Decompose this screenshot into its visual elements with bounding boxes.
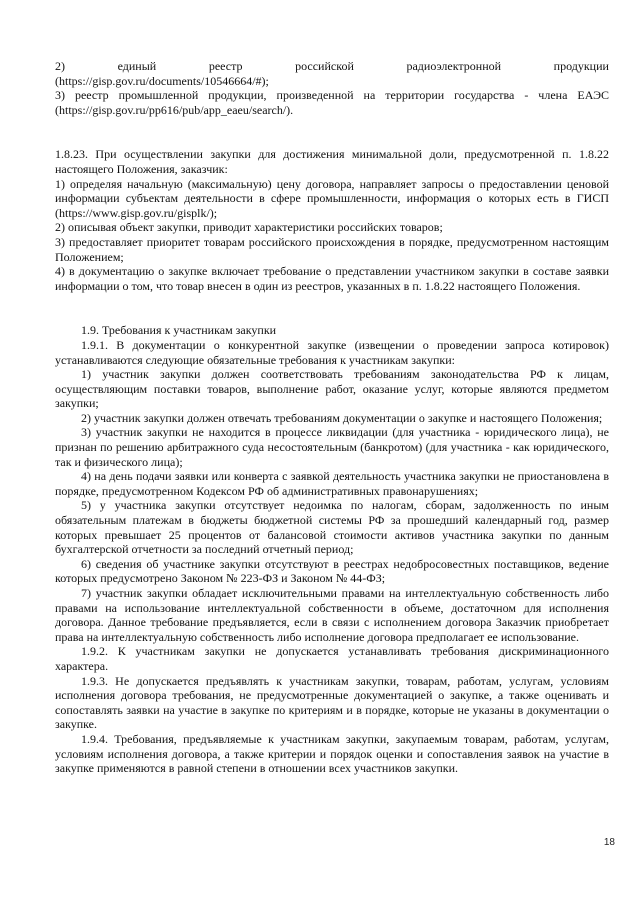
clause-1-8-23-item: 4) в документацию о закупке включает требование о представлении участником закупки в составе заявки информации о том, что товар внесен в один из реестров, указанных в п. 1.8.22 настоящего Положения. [55, 264, 609, 293]
reestr-item-2-word: 2) [55, 59, 65, 73]
reestr-item-2-line [55, 59, 609, 74]
clause-1-8-23-item: 3) предоставляет приоритет товарам российского происхождения в порядке, предусмотренном настоящим Положением; [55, 234, 609, 264]
requirement-item: 5) у участника закупки отсутствует недоимка по налогам, сборам, задолженность по иным обязательным платежам в бюджеты бюджетной системы РФ за прошедший календарный год, размер которых превышает 25 процентов от балансовой стоимости активов участника закупки по данным бухгалтерской отчетности за последний отчетный период; [55, 498, 609, 557]
spacer [55, 132, 609, 147]
reestr-item-2-word: реестр [208, 59, 243, 73]
section-heading: 1.9. Требования к участникам закупки [81, 323, 277, 338]
clause-1-9-2: 1.9.2. К участникам закупки не допускается устанавливать требования дискриминационного характера. [55, 644, 609, 673]
reestr-item-2-word: российской [295, 59, 354, 73]
clause-1-9-1: 1.9.1. В документации о конкурентной закупке (извещении о проведении запроса котировок) устанавливаются следующие обязательные требования к участникам закупки: [55, 337, 609, 367]
page-number: 18 [603, 837, 615, 848]
requirement-item: 4) на день подачи заявки или конверта с заявкой деятельность участника закупки не приостановлена в порядке, предусмотренном Кодексом РФ об административных правонарушениях; [55, 469, 609, 498]
requirement-item: 6) сведения об участнике закупки отсутствуют в реестрах недобросовестных поставщиков, ведение которых предусмотрено Законом № 223-ФЗ и Законом № 44-ФЗ; [55, 556, 609, 586]
reestr-item-2-word: единый [117, 59, 157, 73]
clause-1-9-4: 1.9.4. Требования, предъявляемые к участникам закупки, закупаемым товарам, работам, услугам, условиям исполнения договора, а также критерии и порядок оценки и сопоставления заявок на участие в закупке применяются в равной степени в отношении всех участников закупки. [55, 731, 609, 776]
requirement-item: 3) участник закупки не находится в процессе ликвидации (для участника - юридического лица), не признан по решению арбитражного суда несостоятельным (банкротом) (для участника - как юридического, так и физического лица); [55, 425, 609, 469]
spacer [55, 117, 609, 132]
requirement-item: 1) участник закупки должен соответствовать требованиям законодательства РФ к лицам, осуществляющим поставки товаров, выполнение работ, оказание услуг, которые являются предметом закупки; [55, 367, 609, 411]
requirement-item: 7) участник закупки обладает исключительными правами на интеллектуальную собственность либо правами на использование интеллектуальной собственности в объеме, достаточном для исполнения договора. Данное требование предъявляется, если в связи с исполнением договора Заказчик приобретает права на интеллектуальную собственность либо исполнение договора предполагает ее использование. [55, 586, 609, 644]
clause-1-8-23-item: 2) описывая объект закупки, приводит характеристики российских товаров; [55, 220, 443, 235]
clause-1-8-23-item: 1) определяя начальную (максимальную) цену договора, направляет запросы о предоставлении ценовой информации субъектам деятельности в сфере промышленности, информация о которых есть в ГИСП (https://www.gisp.gov.ru/gisplk/); [55, 176, 609, 220]
page-content [55, 59, 609, 776]
clause-1-8-23-intro: 1.8.23. При осуществлении закупки для достижения минимальной доли, предусмотренной п. 1.8.22 настоящего Положения, заказчик: [55, 147, 609, 176]
reestr-item-2-word: радиоэлектронной [406, 59, 502, 73]
requirement-item: 2) участник закупки должен отвечать требованиям документации о закупке и настоящего Положения; [81, 410, 603, 425]
clause-1-9-3: 1.9.3. Не допускается предъявлять к участникам закупки, товарам, работам, услугам, условиям исполнения договора требования, не предусмотренные документацией о закупке, а также оценивать и сопоставлять заявки на участие в закупке по критериям и в порядке, которые не указаны в документации о закупке. [55, 673, 609, 732]
reestr-item-2-word: продукции [553, 59, 609, 73]
reestr-item-2-url: (https://gisp.gov.ru/documents/10546664/#); [55, 73, 269, 88]
reestr-item-3: 3) реестр промышленной продукции, произведенной на территории государства - члена ЕАЭС (https://gisp.gov.ru/pp616/pub/app_eaeu/search/). [55, 88, 609, 117]
spacer [55, 293, 609, 323]
